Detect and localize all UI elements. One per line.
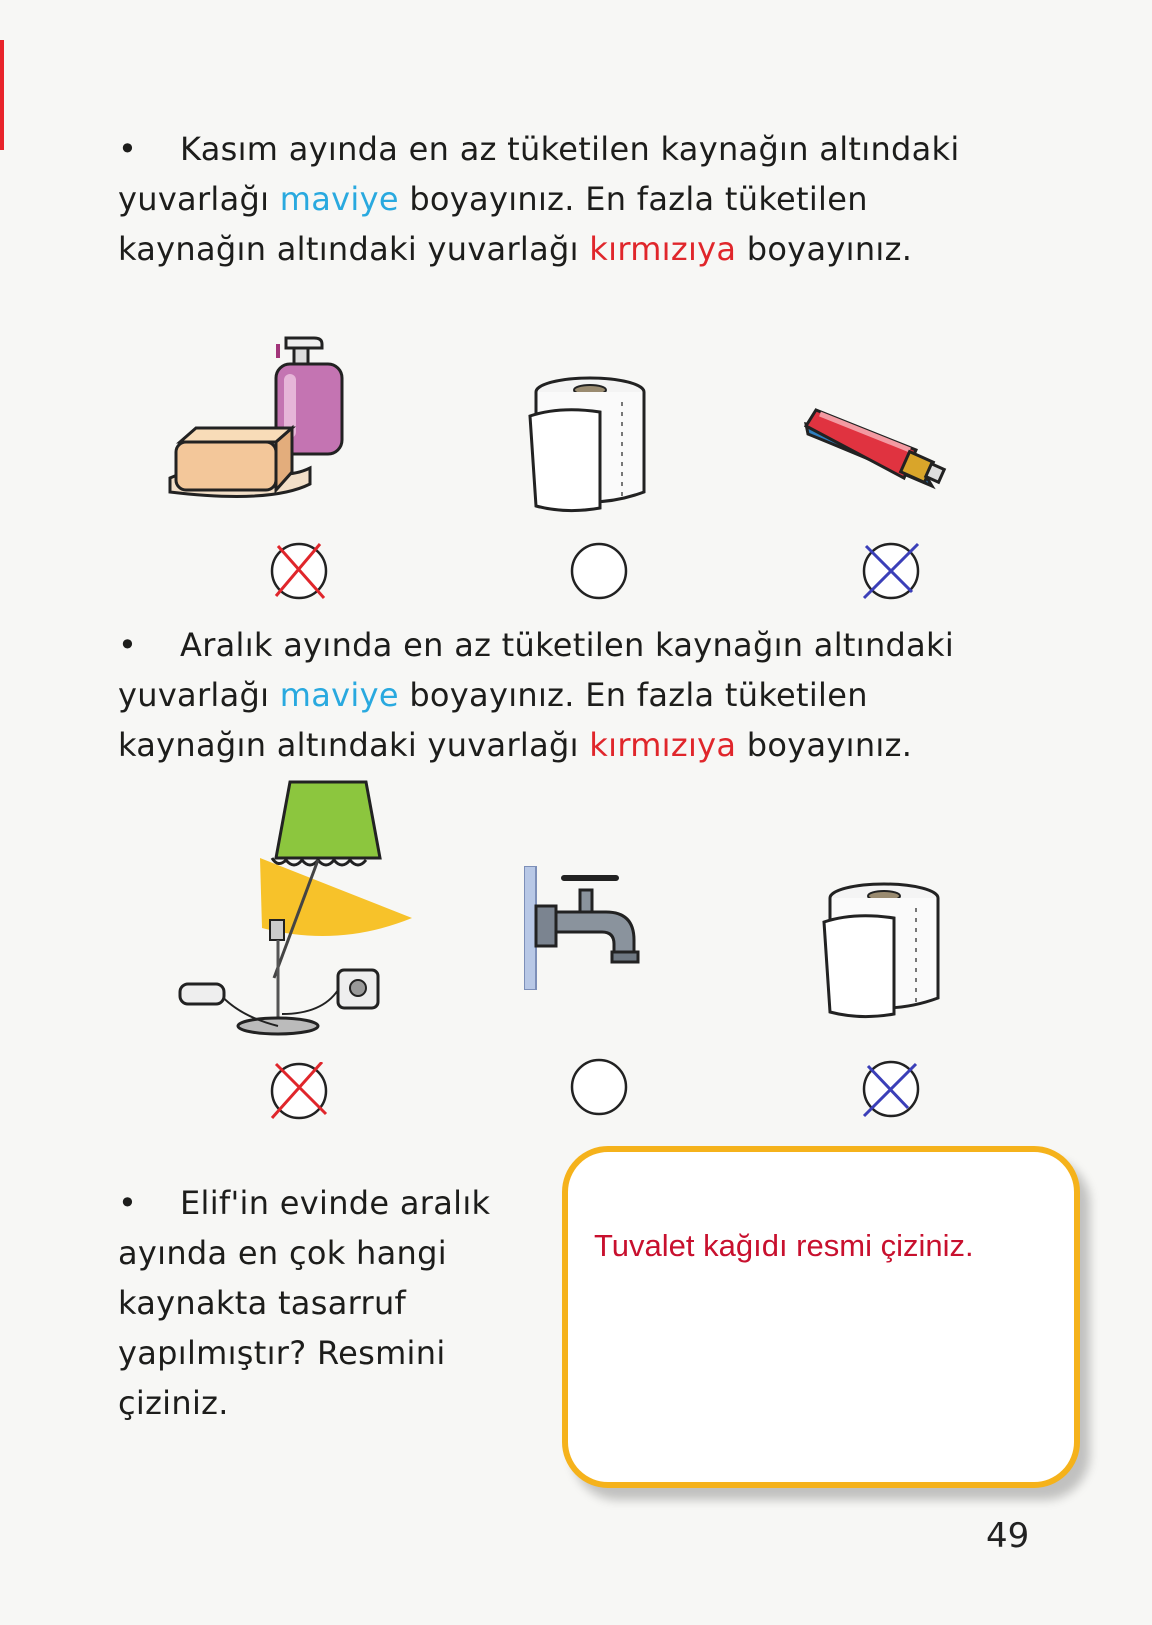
question-text: Elif'in evinde aralık ayında en çok hangi kaynakta tasarruf yapılmıştır? Resmini çiziniz. bbox=[118, 1184, 491, 1422]
answer-circle-faucet[interactable] bbox=[570, 1058, 628, 1116]
answer-circle-lamp[interactable] bbox=[270, 1062, 328, 1120]
page-edge-mark bbox=[0, 40, 4, 150]
bullet: • bbox=[118, 130, 138, 168]
toilet-paper-icon bbox=[820, 882, 954, 1020]
soap-icon bbox=[158, 330, 368, 515]
blue-word: maviye bbox=[279, 180, 399, 218]
answer-circle-toilet-paper[interactable] bbox=[570, 542, 628, 600]
bullet: • bbox=[118, 626, 138, 664]
instruction-text: Aralık ayında en az tüketilen kaynağın altındaki yuvarlağı bbox=[118, 626, 955, 714]
red-word: kırmızıya bbox=[589, 230, 737, 268]
toothpaste-icon bbox=[804, 404, 964, 508]
faucet-icon bbox=[524, 866, 644, 990]
instruction-text: Kasım ayında en az tüketilen kaynağın altındaki yuvarlağı bbox=[118, 130, 960, 218]
lamp-icon bbox=[178, 778, 412, 1040]
answer-box-text: Tuvalet kağıdı resmi çiziniz. bbox=[594, 1228, 974, 1263]
instruction-text: boyayınız. bbox=[736, 230, 913, 268]
instruction-paragraph-1 bbox=[118, 124, 998, 274]
blue-word: maviye bbox=[279, 676, 399, 714]
answer-circle-toothpaste[interactable] bbox=[862, 542, 920, 600]
drawing-answer-box[interactable] bbox=[562, 1146, 1080, 1488]
instruction-text: boyayınız. En fazla tüketilen kaynağın altındaki yuvarlağı bbox=[118, 676, 868, 764]
toilet-paper-icon bbox=[526, 376, 660, 514]
bullet: • bbox=[118, 1184, 138, 1222]
question-paragraph bbox=[118, 1178, 558, 1428]
instruction-text: boyayınız. En fazla tüketilen kaynağın altındaki yuvarlağı bbox=[118, 180, 868, 268]
answer-circle-toilet-paper[interactable] bbox=[862, 1060, 920, 1118]
instruction-paragraph-2 bbox=[118, 620, 998, 770]
red-word: kırmızıya bbox=[589, 726, 737, 764]
instruction-text: boyayınız. bbox=[736, 726, 913, 764]
page-number: 49 bbox=[986, 1516, 1030, 1556]
answer-circle-soap[interactable] bbox=[270, 542, 328, 600]
